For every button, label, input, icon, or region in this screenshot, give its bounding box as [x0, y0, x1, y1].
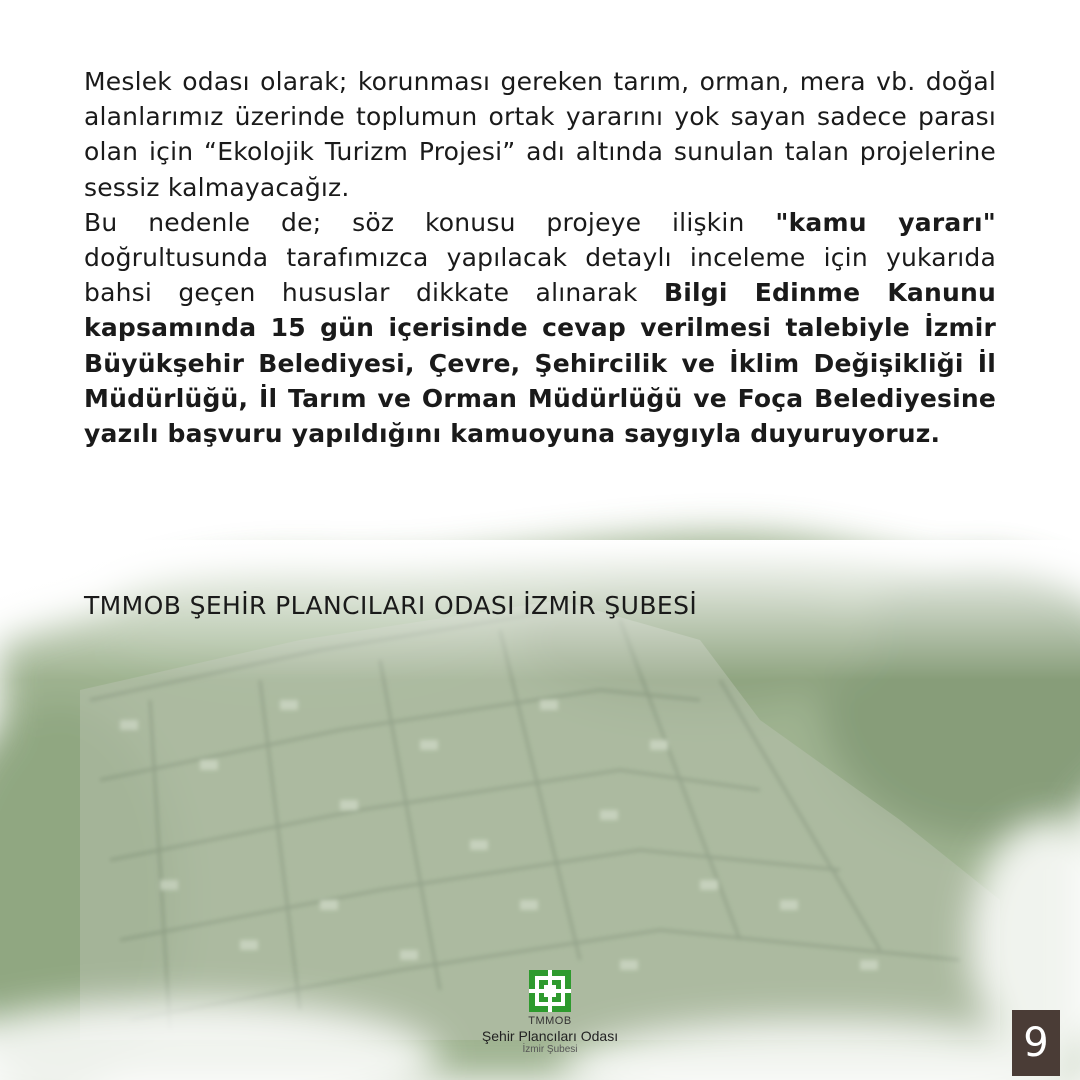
body-text: [84, 64, 996, 451]
logo-text-branch: İzmir Şubesi: [522, 1044, 578, 1055]
public-interest-phrase: "kamu yararı": [775, 207, 996, 237]
paragraph-2-lead: Bu nedenle de; söz konusu projeye ilişkin: [84, 207, 776, 237]
information-request-statement: Bilgi Edinme Kanunu kapsamında 15 gün içerisinde cevap verilmesi talebiyle İzmir Büyükşehir Belediyesi, Çevre, Şehircilik ve İklim Değişikliği İl Müdürlüğü, İl Tarım ve Orman Müdürlüğü ve Foça Belediyesine yazılı başvuru yapıldığını kamuoyuna saygıyla duyuruyoruz.: [84, 278, 996, 449]
paragraph-1: Meslek odası olarak; korunması gereken tarım, orman, mera vb. doğal alanlarımız üzerinde toplumun ortak yararını yok sayan sadece parası olan için “Ekolojik Turizm Projesi” adı altında sunulan talan projelerine sessiz kalmayacağız.: [84, 67, 996, 202]
chamber-logo: [470, 970, 630, 1056]
logo-text-tmmob: TMMOB: [528, 1015, 572, 1027]
logo-text-name: Şehir Plancıları Odası: [481, 1028, 619, 1044]
paragraph-2-middle: doğrultusunda tarafımızca yapılacak detaylı inceleme için yukarıda bahsi geçen hususlar dikkate alınarak: [84, 243, 996, 308]
page-number-badge: 9: [1012, 1010, 1060, 1076]
paragraph-2: [84, 205, 996, 451]
signature: TMMOB ŞEHİR PLANCILARI ODASI İZMİR ŞUBESİ: [84, 591, 698, 620]
chamber-logo-icon: [529, 970, 571, 1012]
